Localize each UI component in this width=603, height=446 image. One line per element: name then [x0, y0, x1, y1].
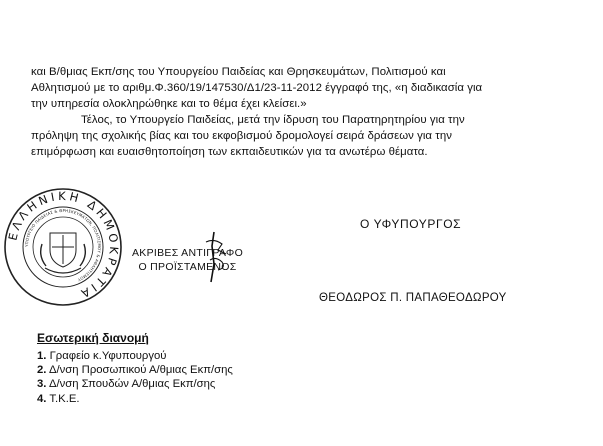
paragraph-line: την υπηρεσία ολοκληρώθηκε και το θέμα έχει κλείσει.»: [31, 98, 307, 110]
svg-text:ΥΠΟΥΡΓΕΙΟ ΠΑΙΔΕΙΑΣ & ΘΡΗΣΚΕΥΜΑ: ΥΠΟΥΡΓΕΙΟ ΠΑΙΔΕΙΑΣ & ΘΡΗΣΚΕΥΜΑΤΩΝ, ΠΟΛΙΤΙΣΜΟΥ & ΑΘΛΗΤΙΣΜΟΥ: [23, 207, 103, 283]
signer-name: ΘΕΟΔΩΡΟΣ Π. ΠΑΠΑΘΕΟΔΩΡΟΥ: [319, 292, 507, 304]
paragraph-line: πρόληψη της σχολικής βίας και του εκφοβισμού δρομολογεί σειρά δράσεων για την: [31, 130, 452, 142]
paragraph-line: επιμόρφωση και ευαισθητοποίηση των εκπαιδευτικών για τα ανωτέρω θέματα.: [31, 146, 428, 158]
official-seal-stamp: [2, 186, 124, 308]
paragraph-observatory: [31, 112, 587, 160]
head-of-department-label: Ο ΠΡΟΪΣΤΑΜΕΝΟΣ: [138, 261, 237, 273]
paragraph-line: Αθλητισμού με το αριθμ.Φ.360/19/147530/Δ1/23-11-2012 έγγραφό της, «η διαδικασία για: [31, 82, 483, 94]
list-item: 3. Δ/νση Σπουδών Α/θμιας Εκπ/σης: [37, 378, 216, 391]
paragraph-line: Τέλος, το Υπουργείο Παιδείας, μετά την ίδρυση του Παρατηρητηρίου για την: [81, 114, 465, 126]
distribution-heading: Εσωτερική διανομή: [37, 331, 149, 345]
coat-of-arms-icon: [41, 233, 86, 273]
list-item: 1. Γραφείο κ.Υφυπουργού: [37, 350, 167, 362]
paragraph-line: και Β/θμιας Εκπ/σης του Υπουργείου Παιδείας και Θρησκευμάτων, Πολιτισμού και: [31, 66, 446, 78]
true-copy-certification: [132, 246, 243, 274]
true-copy-label: ΑΚΡΙΒΕΣ ΑΝΤΙΓΡΑΦΟ: [132, 247, 244, 259]
svg-text:ΕΛΛΗΝΙΚΗ ΔΗΜΟΚΡΑΤΙΑ: ΕΛΛΗΝΙΚΗ ΔΗΜΟΚΡΑΤΙΑ: [5, 188, 122, 303]
paragraph-ministry-response: [31, 64, 587, 112]
signer-title: Ο ΥΦΥΠΟΥΡΓΟΣ: [360, 217, 462, 231]
distribution-list: [37, 349, 233, 406]
list-item: 4. Τ.Κ.Ε.: [37, 392, 80, 405]
list-item: 2. Δ/νση Προσωπικού Α/θμιας Εκπ/σης: [37, 364, 233, 377]
